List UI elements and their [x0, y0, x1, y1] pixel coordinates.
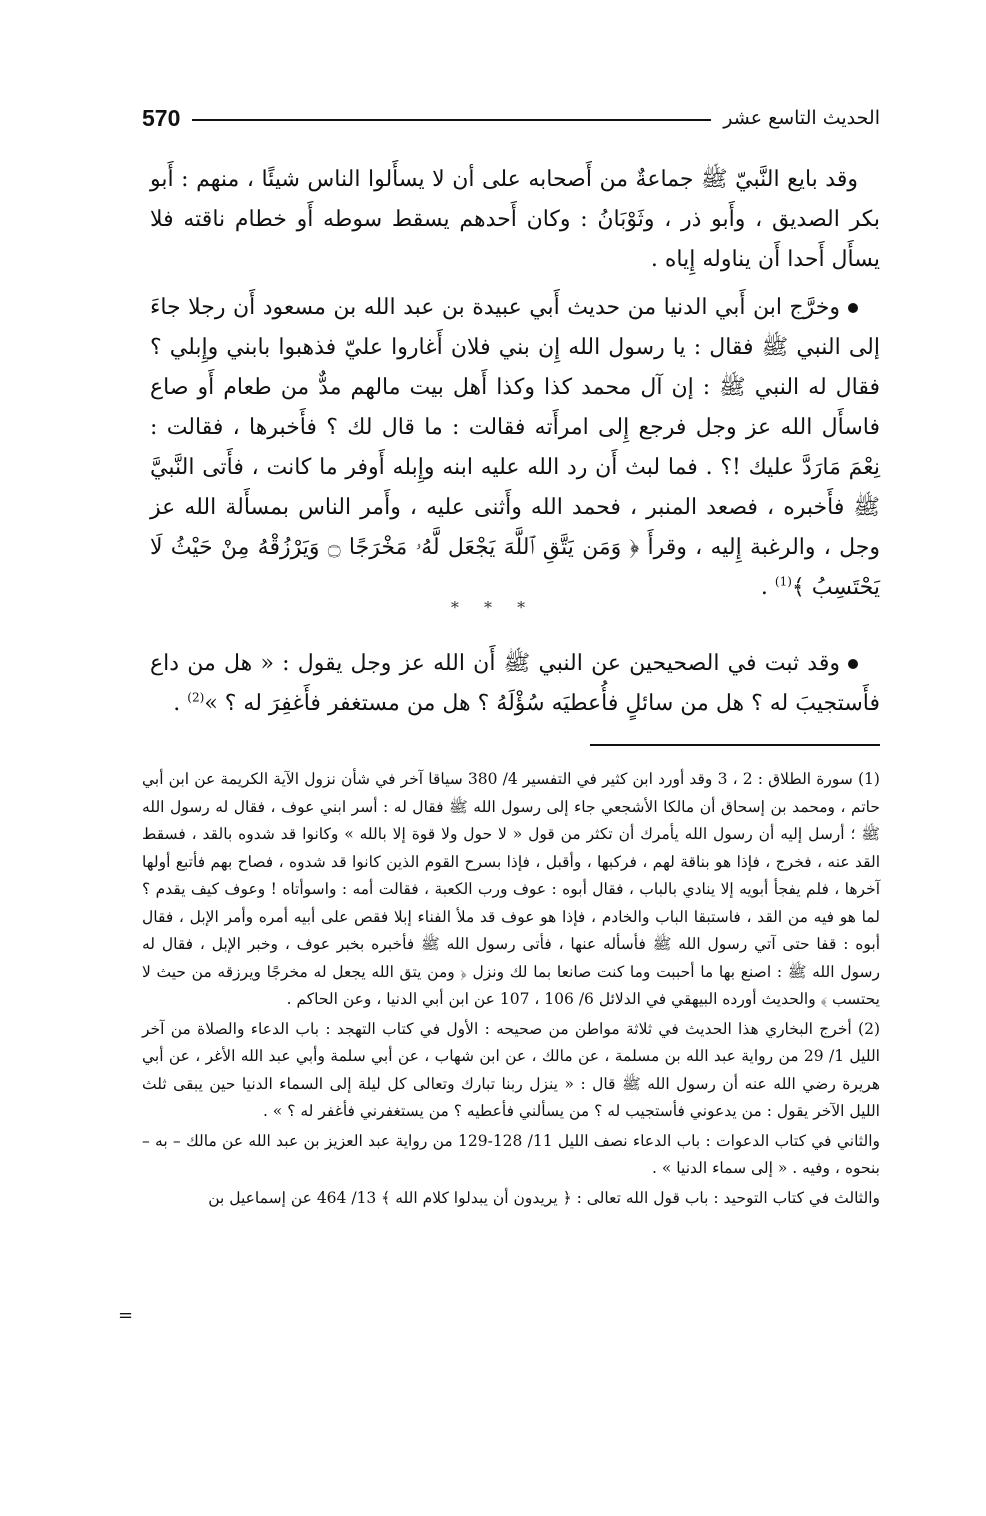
paragraph-2	[150, 288, 880, 608]
footnote-ref-1: (1)	[774, 574, 792, 589]
bullet-icon	[848, 303, 858, 313]
footnote-ref-2: (2)	[187, 690, 205, 705]
paragraph-2-text: وخرَّج ابن أَبي الدنيا من حديث أَبي عبيدة بن عبد الله بن مسعود أَن رجلا جاءَ إلى النبي ﷺ فقال : يا رسول الله إِن بني فلان أَغاروا عليّ فذهبوا بابني وإِبلي ؟ فقال له النبي ﷺ : إن آل محمد كذا وكذا أَهل بيت مالهم مدٌّ من طعام أَو صاع فاسأَل الله عز وجل فرجع إِلى امرأَته فقالت : ما قال لك ؟ فأَخبرها ، فقالت : نِعْمَ مَارَدَّ عليك !؟ . فما لبث أَن رد الله عليه ابنه وإِبله أَوفر ما كانت ، فأَتى النَّبيَّ ﷺ فأَخبره ، فصعد المنبر ، فحمد الله وأَثنى عليه ، وأَمر الناس بمسأَلة الله عز وجل ، والرغبة إِليه ، وقرأَ ﴿ وَمَن يَتَّقِ ٱللَّهَ يَجْعَل لَّهُۥ مَخْرَجًا ۝ وَيَرْزُقْهُ مِنْ حَيْثُ لَا يَحْتَسِبُ ﴾	[150, 295, 880, 600]
bullet-icon	[848, 659, 858, 669]
footnotes	[142, 766, 880, 1214]
main-text-2	[150, 644, 880, 724]
page-number: 570	[142, 104, 181, 131]
paragraph-3-text: وقد ثبت في الصحيحين عن النبي ﷺ أَن الله عز وجل يقول : « هل من داع فأَستجيبَ له ؟ هل من سائلٍ فأُعطيَه سُؤْلَهُ ؟ هل من مستغفر فأَغفِرَ له ؟ »	[150, 651, 880, 716]
footnote-1: (1) سورة الطلاق : 2 ، 3 وقد أورد ابن كثير في التفسير 4/ 380 سياقا آخر في شأن نزول الآية الكريمة عن ابن أبي حاتم ، ومحمد بن إسحاق أن مالكا الأشجعي جاء إلى رسول الله ﷺ فقال له : أسر ابني عوف ، فقال له رسول الله ﷺ ؛ أرسل إليه أن رسول الله يأمرك أن تكثر من قول « لا حول ولا قوة إلا بالله » وكانوا قد شدوه بالقد ، فسقط القد عنه ، فخرج ، فإذا هو بناقة لهم ، فركبها ، وأقبل ، فإذا بسرح القوم الذين كانوا قد شدوه ، فصاح بهم فأتبع أولها آخرها ، فلم يفجأ أبويه إلا ينادي بالباب ، فقال أبوه : عوف ورب الكعبة ، فقالت أمه : واسوأتاه ! وعوف كيف يقدم ؟ لما هو فيه من القد ، فاستبقا الباب والخادم ، فإذا هو عوف قد ملأ الفناء إبلا فقص على أبيه أمره وأمر الإبل ، فقال أبوه : قفا حتى آتي رسول الله ﷺ فأسأله عنها ، فأتى رسول الله ﷺ فأخبره بخبر عوف ، وخبر الإبل ، فقال له رسول الله ﷺ : اصنع بها ما أحببت وما كنت صانعا بما لك ونزل ﴿ ومن يتق الله يجعل له مخرجًا ويرزقه من حيث لا يحتسب ﴾ والحديث أورده البيهقي في الدلائل 6/ 106 ، 107 عن ابن أبي الدنيا ، وعن الحاكم .	[142, 770, 880, 1008]
footnote-2-third: والثالث في كتاب التوحيد : باب قول الله تعالى : ﴿ يريدون أن يبدلوا كلام الله ﴾ 13/ 464 عن إسماعيل بن	[208, 1188, 880, 1207]
paragraph-2-end: .	[760, 575, 775, 600]
paragraph-3	[150, 644, 880, 724]
footnote-2-second: والثاني في كتاب الدعوات : باب الدعاء نصف الليل 11/ 128-129 من رواية عبد العزيز بن عبد الله عن مالك – به – بنحوه ، وفيه . « إلى سماء الدنيا » .	[142, 1131, 880, 1177]
paragraph-1: وقد بايع النَّبيّ ﷺ جماعةٌ من أَصحابه على أن لا يسأَلوا الناس شيئًا ، منهم : أَبو بكر الصديق ، وأَبو ذر ، وثَوْبَانُ : وكان أَحدهم يسقط سوطه أَو خطام ناقته فلا يسأَل أَحدا أَن يناوله إِياه .	[150, 167, 880, 272]
footnote-rule	[590, 744, 880, 746]
section-separator: * * *	[450, 598, 536, 617]
header-rule	[192, 119, 711, 121]
paragraph-3-end: .	[173, 691, 188, 716]
page-header	[142, 98, 880, 138]
continuation-mark: =	[118, 1305, 134, 1326]
running-title: الحديث التاسع عشر	[723, 107, 880, 129]
main-text	[150, 160, 880, 608]
footnote-2: (2) أخرج البخاري هذا الحديث في ثلاثة مواطن من صحيحه : الأول في كتاب التهجد : باب الدعاء والصلاة من آخر الليل 1/ 29 من رواية عبد الله بن مسلمة ، عن مالك ، عن ابن شهاب ، عن أبي سلمة وأبي عبد الله الأغر ، عن أبي هريرة رضي الله عنه أن رسول الله ﷺ قال : « ينزل ربنا تبارك وتعالى كل ليلة إلى السماء الدنيا حين يبقى ثلث الليل الآخر يقول : من يدعوني فأستجيب له ؟ من يسألني فأعطيه ؟ من يستغفرني فأغفر له ؟ » .	[142, 1019, 880, 1120]
